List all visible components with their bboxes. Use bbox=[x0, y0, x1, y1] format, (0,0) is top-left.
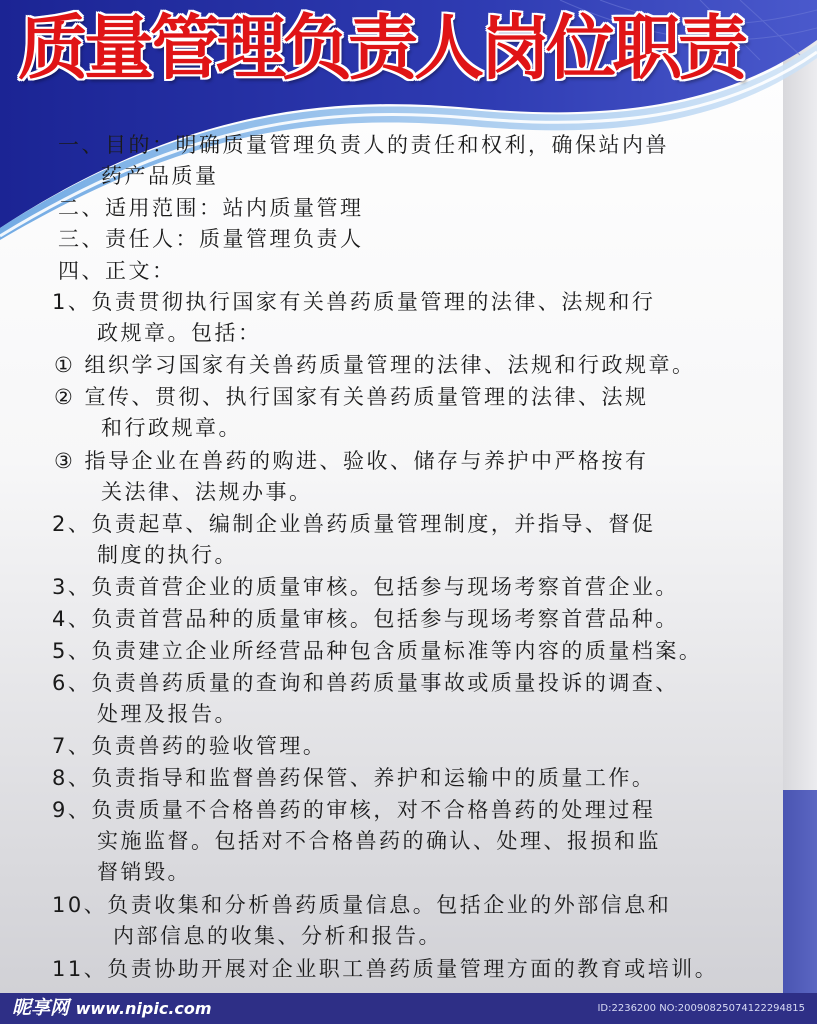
watermark-logo-text: 昵享网 bbox=[12, 997, 70, 1019]
poster-title: 质量管理负责人岗位职责 bbox=[18, 7, 744, 89]
watermark-bar bbox=[0, 993, 817, 1024]
responsible-person-line: 三、责任人：质量管理负责人 bbox=[58, 227, 364, 251]
purpose-line-1: 一、目的：明确质量管理负责人的责任和权利，确保站内兽 bbox=[58, 133, 669, 157]
duty-1-line-2: 政规章。包括： bbox=[97, 321, 262, 345]
duty-8-line: 8、负责指导和监督兽药保管、养护和运输中的质量工作。 bbox=[52, 766, 656, 790]
duty-4-line: 4、负责首营品种的质量审核。包括参与现场考察首营品种。 bbox=[52, 607, 679, 631]
duty-6-line-1: 6、负责兽药质量的查询和兽药质量事故或质量投诉的调查、 bbox=[52, 671, 679, 695]
watermark-site: www.nipic.com bbox=[75, 999, 212, 1018]
scope-line: 二、适用范围：站内质量管理 bbox=[58, 196, 364, 220]
duty-9-line-1: 9、负责质量不合格兽药的审核，对不合格兽药的处理过程 bbox=[52, 798, 656, 822]
duty-10-line-1: 10、负责收集和分析兽药质量信息。包括企业的外部信息和 bbox=[52, 893, 672, 917]
watermark-logo bbox=[12, 993, 212, 1024]
duty-1a-line: ① 组织学习国家有关兽药质量管理的法律、法规和行政规章。 bbox=[54, 353, 696, 377]
duty-10-line-2: 内部信息的收集、分析和报告。 bbox=[113, 924, 442, 948]
duty-1c-line-2: 关法律、法规办事。 bbox=[101, 480, 313, 504]
duty-2-line-2: 制度的执行。 bbox=[97, 543, 238, 567]
duty-1c-line-1: ③ 指导企业在兽药的购进、验收、储存与养护中严格按有 bbox=[54, 449, 649, 473]
watermark-id: ID:2236200 NO:20090825074122294815 bbox=[597, 1003, 805, 1014]
duty-1-line-1: 1、负责贯彻执行国家有关兽药质量管理的法律、法规和行 bbox=[52, 290, 656, 314]
duty-1b-line-2: 和行政规章。 bbox=[101, 416, 242, 440]
duty-1b-line-1: ② 宣传、贯彻、执行国家有关兽药质量管理的法律、法规 bbox=[54, 385, 649, 409]
duty-7-line: 7、负责兽药的验收管理。 bbox=[52, 734, 327, 758]
body-heading: 四、正文： bbox=[58, 259, 176, 283]
duty-2-line-1: 2、负责起草、编制企业兽药质量管理制度，并指导、督促 bbox=[52, 512, 656, 536]
duty-6-line-2: 处理及报告。 bbox=[97, 702, 238, 726]
purpose-line-2: 药产品质量 bbox=[101, 164, 219, 188]
duty-5-line: 5、负责建立企业所经营品种包含质量标准等内容的质量档案。 bbox=[52, 639, 703, 663]
duty-11-line: 11、负责协助开展对企业职工兽药质量管理方面的教育或培训。 bbox=[52, 957, 719, 981]
duty-9-line-3: 督销毁。 bbox=[97, 860, 191, 884]
duty-9-line-2: 实施监督。包括对不合格兽药的确认、处理、报损和监 bbox=[97, 829, 661, 853]
duty-3-line: 3、负责首营企业的质量审核。包括参与现场考察首营企业。 bbox=[52, 575, 679, 599]
